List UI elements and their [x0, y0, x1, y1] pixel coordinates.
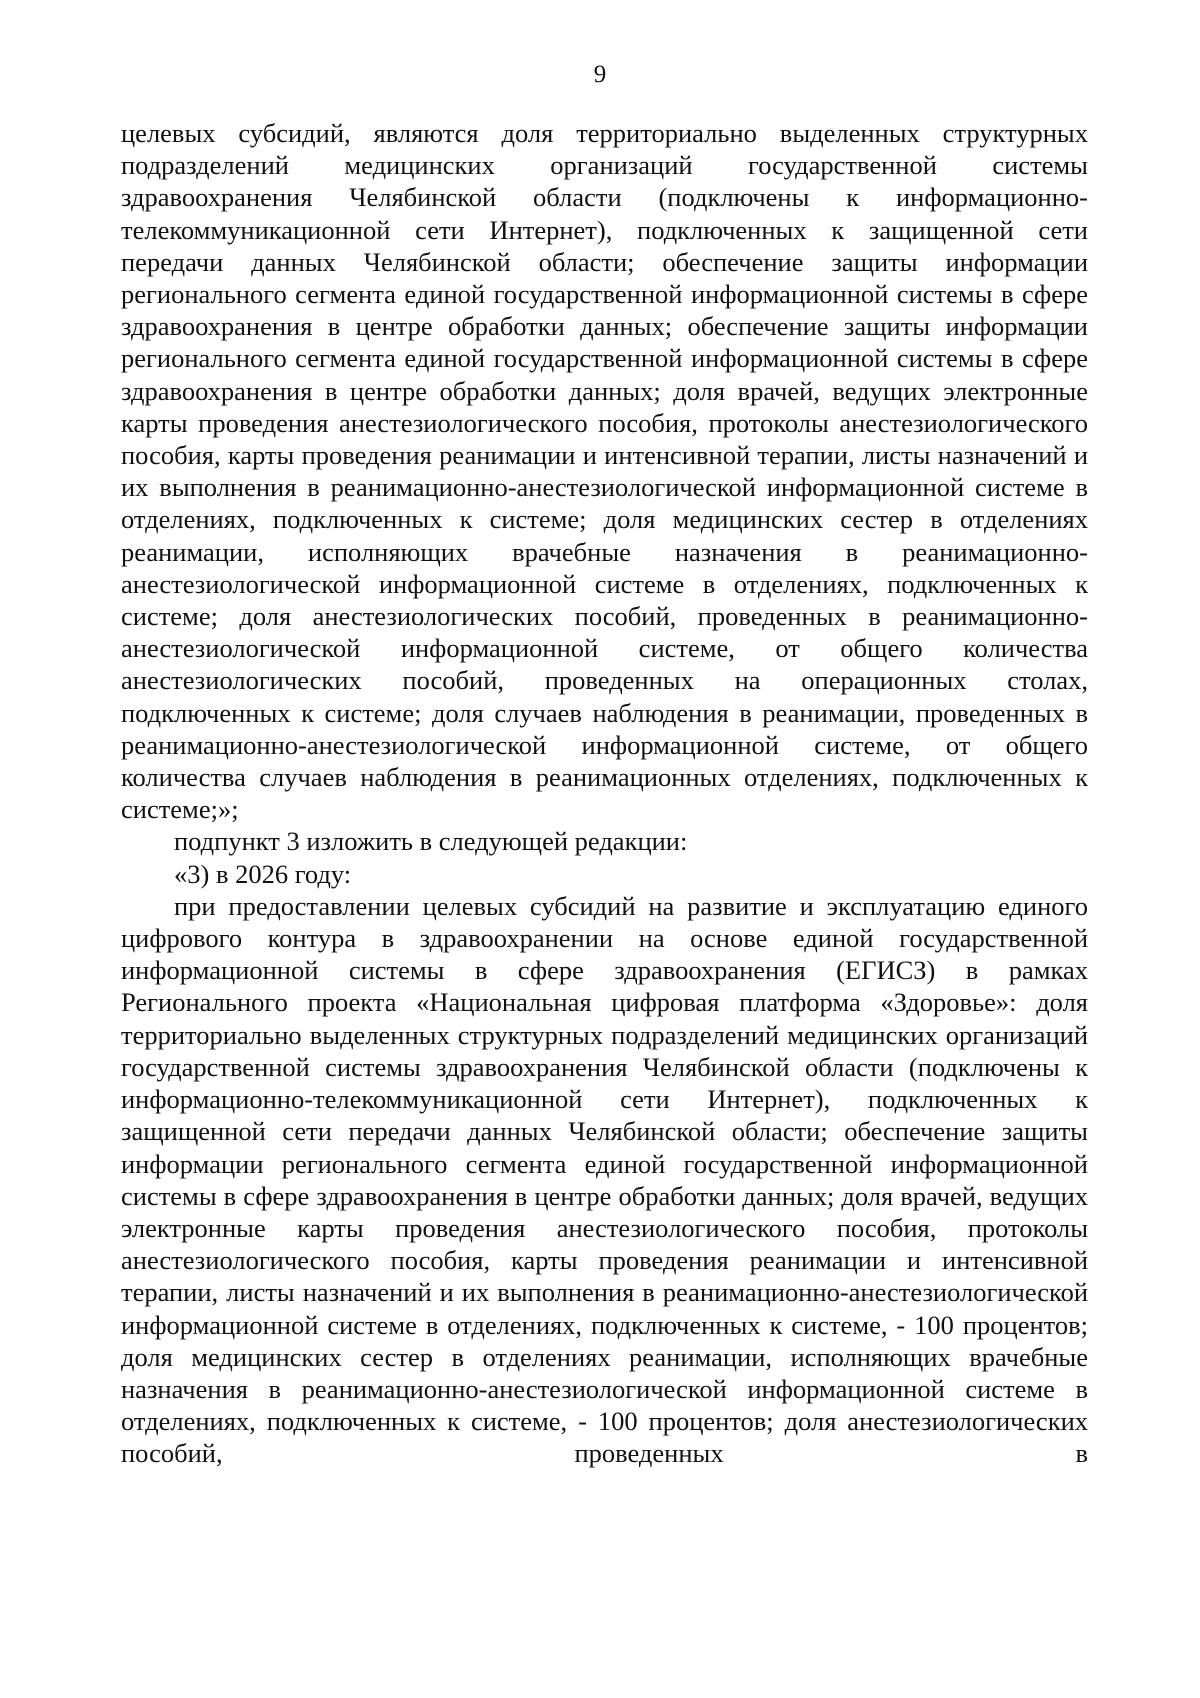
paragraph-continuation: целевых субсидий, являются доля территориально выделенных структурных подразделений медицинских организаций государственной системы здравоохранения Челябинской области (подключены к информационно-телекоммуникационной сети Интернет), подключенных к защищенной сети передачи данных Челябинской области; обеспечение защиты информации регионального сегмента единой государственной информационной системы в сфере здравоохранения в центре обработки данных; обеспечение защиты информации регионального сегмента единой государственной информационной системы в сфере здравоохранения в центре обработки данных; доля врачей, ведущих электронные карты проведения анестезиологического пособия, протоколы анестезиологического пособия, карты проведения реанимации и интенсивной терапии, листы назначений и их выполнения в реанимационно-анестезиологической информационной системе в отделениях, подключенных к системе; доля медицинских сестер в отделениях реанимации, исполняющих врачебные назначения в реанимационно-анестезиологической информационной системе в отделениях, подключенных к системе; доля анестезиологических пособий, проведенных в реанимационно-анестезиологической информационной системе, от общего количества анестезиологических пособий, проведенных на операционных столах, подключенных к системе; доля случаев наблюдения в реанимации, проведенных в реанимационно-анестезиологической информационной системе, от общего количества случаев наблюдения в реанимационных отделениях, подключенных к системе;»;	[121, 118, 1088, 825]
paragraph-subsidy-conditions: при предоставлении целевых субсидий на развитие и эксплуатацию единого цифрового контура в здравоохранении на основе единой государственной информационной системы в сфере здравоохранения (ЕГИСЗ) в рамках Регионального проекта «Национальная цифровая платформа «Здоровье»: доля территориально выделенных структурных подразделений медицинских организаций государственной системы здравоохранения Челябинской области (подключены к информационно-телекоммуникационной сети Интернет), подключенных к защищенной сети передачи данных Челябинской области; обеспечение защиты информации регионального сегмента единой государственной информационной системы в сфере здравоохранения в центре обработки данных; доля врачей, ведущих электронные карты проведения анестезиологического пособия, протоколы анестезиологического пособия, карты проведения реанимации и интенсивной терапии, листы назначений и их выполнения в реанимационно-анестезиологической информационной системе в отделениях, подключенных к системе, - 100 процентов; доля медицинских сестер в отделениях реанимации, исполняющих врачебные назначения в реанимационно-анестезиологической информационной системе в отделениях, подключенных к системе, - 100 процентов; доля анестезиологических пособий, проведенных в	[121, 890, 1088, 1469]
page-number: 9	[593, 61, 607, 88]
paragraph-subpoint-heading: «3) в 2026 году:	[174, 858, 352, 889]
paragraph-subpoint-instruction: подпункт 3 изложить в следующей редакции:	[174, 826, 688, 857]
document-body	[121, 117, 1088, 1470]
